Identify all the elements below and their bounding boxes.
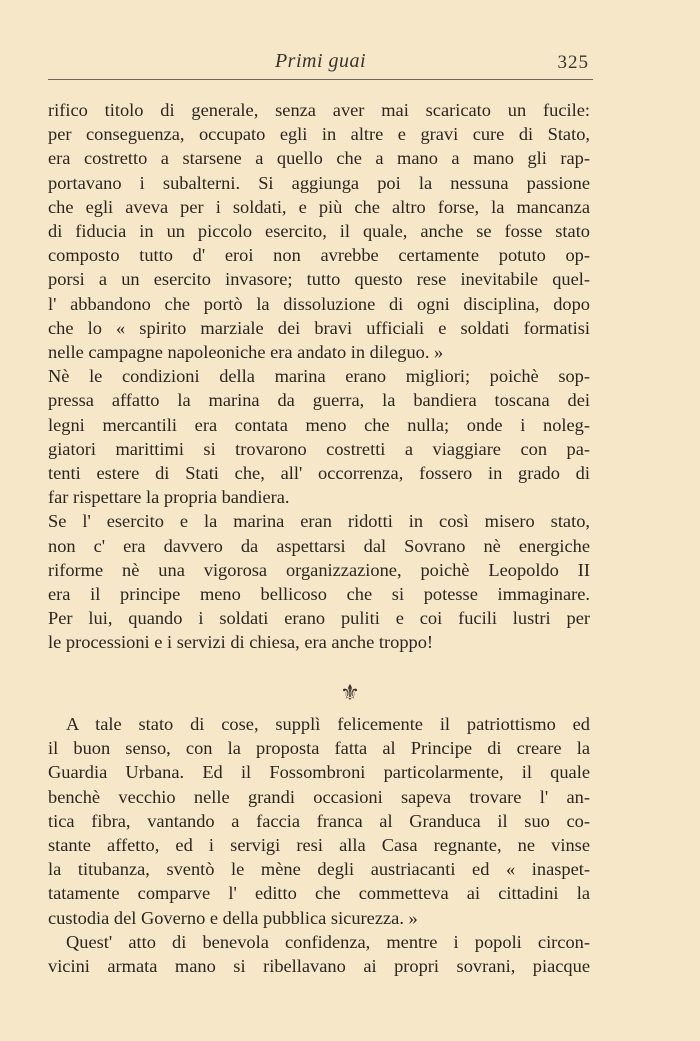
- text-line: tenti estere di Stati che, all' occorrenza, fossero in grado di: [48, 463, 590, 484]
- fleur-de-lis-icon: ⚜: [340, 680, 360, 705]
- text-line: rifico titolo di generale, senza aver mai scaricato un fucile:: [48, 100, 590, 120]
- text-line: custodia del Governo e della pubblica sicurezza. »: [48, 907, 418, 928]
- text-line: pressa affatto la marina da guerra, la bandiera toscana dei: [48, 390, 590, 411]
- text-line: porsi a un esercito invasore; tutto questo rese inevitabile quel-: [48, 269, 590, 290]
- text-line: stante affetto, ed i servigi resi alla Casa regnante, ne vinse: [48, 835, 590, 856]
- text-line: giatori marittimi si trovarono costretti a viaggiare con pa-: [48, 438, 590, 459]
- text-line: di fiducia in un piccolo esercito, il quale, anche se fosse stato: [48, 221, 590, 242]
- text-line: che lo « spirito marziale dei bravi ufficiali e soldati formatisi: [48, 317, 590, 338]
- text-line: era il principe meno bellicoso che si potesse immaginare.: [48, 584, 590, 605]
- text-line: composto tutto d' eroi non avrebbe certamente potuto op-: [48, 245, 590, 266]
- body-text-section-2: [48, 712, 590, 978]
- text-line: far rispettare la propria bandiera.: [48, 487, 290, 508]
- text-line: che egli aveva per i soldati, e più che altro forse, la mancanza: [48, 196, 590, 217]
- text-line: tatamente comparve l' editto che commetteva ai cittadini la: [48, 883, 590, 904]
- text-line: vicini armata mano si ribellavano ai propri sovrani, piacque: [48, 956, 590, 977]
- page-header: [48, 50, 593, 84]
- paragraph: [48, 712, 590, 930]
- text-line: legni mercantili era contata meno che nulla; onde i noleg-: [48, 414, 590, 435]
- header-rule: [48, 79, 593, 80]
- paragraph: [48, 930, 590, 978]
- text-line: Nè le condizioni della marina erano migliori; poichè sop-: [48, 366, 590, 387]
- paragraph: [48, 364, 590, 509]
- text-line: l' abbandono che portò la dissoluzione di ogni disciplina, dopo: [48, 293, 590, 314]
- text-line: tica fibra, vantando a faccia franca al Granduca il suo co-: [48, 810, 590, 831]
- text-line: il buon senso, con la proposta fatta al Principe di creare la: [48, 738, 590, 759]
- text-line: riforme nè una vigorosa organizzazione, poichè Leopoldo II: [48, 559, 590, 580]
- text-line: nelle campagne napoleoniche era andato in dileguo. »: [48, 342, 444, 363]
- paragraph: [48, 509, 590, 654]
- text-line: benchè vecchio nelle grandi occasioni sapeva trovare l' an-: [48, 786, 590, 807]
- text-line: A tale stato di cose, supplì felicemente il patriottismo ed: [66, 714, 590, 734]
- text-line: Quest' atto di benevola confidenza, mentre i popoli circon-: [66, 931, 590, 952]
- text-line: Per lui, quando i soldati erano puliti e coi fucili lustri per: [48, 608, 590, 629]
- text-line: Se l' esercito e la marina eran ridotti in così misero stato,: [48, 511, 590, 532]
- text-line: la titubanza, sventò le mène degli austriacanti ed « inaspet-: [48, 859, 590, 880]
- text-line: le processioni e i servizi di chiesa, era anche troppo!: [48, 632, 434, 653]
- text-line: portavano i subalterni. Si aggiunga poi la nessuna passione: [48, 172, 590, 193]
- text-line: per conseguenza, occupato egli in altre e gravi cure di Stato,: [48, 124, 590, 145]
- running-title: Primi guai: [274, 50, 367, 72]
- text-line: era costretto a starsene a quello che a mano a mano gli rap-: [48, 148, 590, 169]
- text-line: non c' era davvero da aspettarsi dal Sovrano nè energiche: [48, 535, 590, 556]
- text-line: Guardia Urbana. Ed il Fossombroni particolarmente, il quale: [48, 762, 590, 783]
- body-text: [48, 98, 590, 655]
- paragraph: [48, 98, 590, 364]
- page-number: 325: [557, 52, 589, 73]
